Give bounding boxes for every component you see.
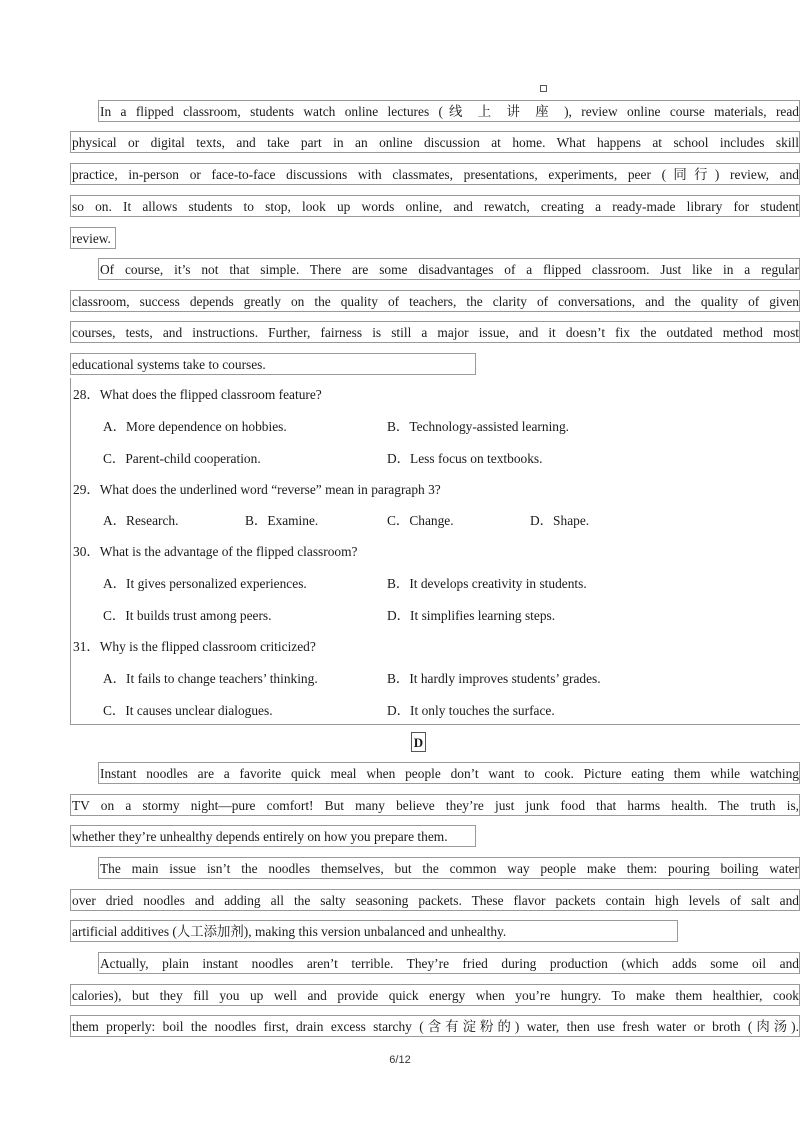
section-d-label: D [411,732,426,752]
question-29-option-b: B．Examine. [245,513,319,528]
question-29-stem: 29．What does the underlined word “reverse” mean in paragraph 3? [73,482,441,497]
question-31-option-a: A．It fails to change teachers’ thinking. [103,671,318,686]
question-28-option-c: C．Parent-child cooperation. [103,451,261,466]
passage-c-p1-line-5: review. [70,227,116,249]
question-28-option-d: D．Less focus on textbooks. [387,451,543,466]
small-square-mark [540,85,547,92]
question-28-option-b: B．Technology-assisted learning. [387,419,570,434]
section-d-p1-line-1: Instant noodles are a favorite quick meal when people don’t want to cook. Picture eating them while watching [98,762,800,784]
section-d-p3-line-2: calories), but they fill you up well and provide quick energy when you’re hungry. To make them healthier, cook [70,984,800,1006]
section-d-p2-line-3: artificial additives (人工添加剂), making this version unbalanced and unhealthy. [70,920,678,942]
question-31-option-d: D．It only touches the surface. [387,703,555,718]
passage-c-p2-line-3: courses, tests, and instructions. Further, fairness is still a major issue, and it doesn’t fix the outdated method most [70,321,800,343]
question-30-stem: 30．What is the advantage of the flipped classroom? [73,544,358,559]
section-d-p3-line-3: them properly: boil the noodles first, drain excess starchy (含有淀粉的) water, then use fresh water or broth (肉汤). [70,1015,800,1037]
section-d-p3-line-1: Actually, plain instant noodles aren’t terrible. They’re fried during production (which adds some oil and [98,952,800,974]
passage-c-p2-line-4: educational systems take to courses. [70,353,476,375]
question-31-stem: 31．Why is the flipped classroom criticized? [73,639,316,654]
question-29-option-d: D．Shape. [530,513,590,528]
question-29-option-a: A．Research. [103,513,179,528]
passage-c-p1-line-1: In a flipped classroom, students watch online lectures (线 上 讲 座 ), review online course materials, read [98,100,800,122]
section-d-p1-line-2: TV on a stormy night—pure comfort! But many believe they’re just junk food that harms health. The truth is, [70,794,800,816]
section-d-p1-line-3: whether they’re unhealthy depends entirely on how you prepare them. [70,825,476,847]
question-28-stem: 28．What does the flipped classroom feature? [73,387,322,402]
passage-c-p2-line-1: Of course, it’s not that simple. There are some disadvantages of a flipped classroom. Just like in a regular [98,258,800,280]
question-30-option-c: C．It builds trust among peers. [103,608,272,623]
section-d-p2-line-2: over dried noodles and adding all the salty seasoning packets. These flavor packets contain high levels of salt and [70,889,800,911]
question-29-option-c: C．Change. [387,513,454,528]
section-d-p2-line-1: The main issue isn’t the noodles themselves, but the common way people make them: pouring boiling water [98,857,800,879]
passage-c-p1-line-3: practice, in-person or face-to-face discussions with classmates, presentations, experiments, peer (同行) review, and [70,163,800,185]
passage-c-p1-line-4: so on. It allows students to stop, look up words online, and rewatch, creating a ready-made library for student [70,195,800,217]
question-31-option-c: C．It causes unclear dialogues. [103,703,273,718]
page-number: 6/12 [389,1054,411,1066]
question-30-option-b: B．It develops creativity in students. [387,576,587,591]
passage-c-p1-line-2: physical or digital texts, and take part in an online discussion at home. What happens at school includes skill [70,131,800,153]
questions-frame-bottom [70,724,800,725]
question-30-option-d: D．It simplifies learning steps. [387,608,556,623]
question-31-option-b: B．It hardly improves students’ grades. [387,671,601,686]
question-28-option-a: A．More dependence on hobbies. [103,419,287,434]
passage-c-p2-line-2: classroom, success depends greatly on the quality of teachers, the clarity of conversations, and the quality of given [70,290,800,312]
question-30-option-a: A．It gives personalized experiences. [103,576,307,591]
